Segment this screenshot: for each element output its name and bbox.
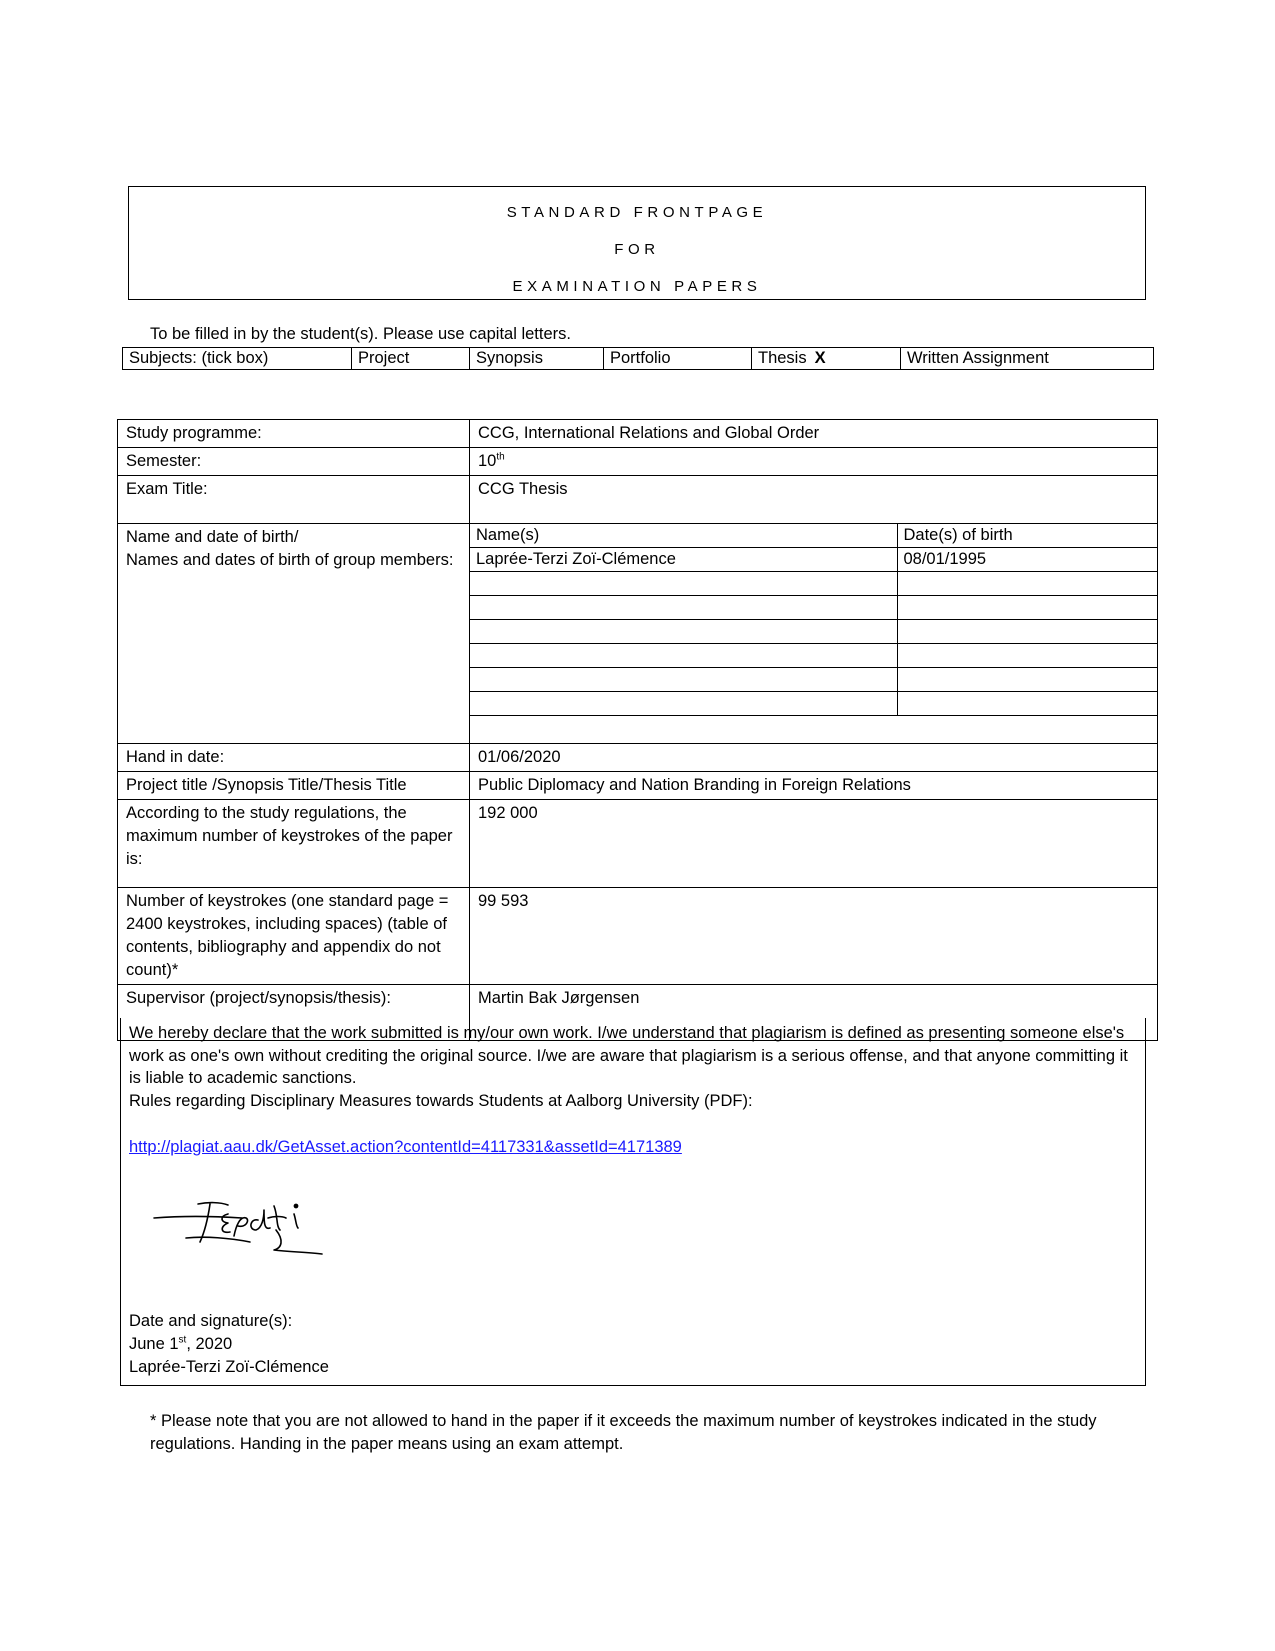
- max-keystrokes-label: According to the study regulations, the maximum number of keystrokes of the paper is:: [118, 800, 470, 888]
- instructions: To be filled in by the student(s). Please use capital letters.: [150, 325, 571, 343]
- footnote: * Please note that you are not allowed to hand in the paper if it exceeds the maximum number of keystrokes indicated in the study regulations. Handing in the paper means using an exam attempt.: [150, 1412, 1097, 1453]
- max-keystrokes-value[interactable]: 192 000: [470, 800, 1158, 888]
- names-label-line-1: Name and date of birth/: [126, 528, 299, 546]
- supervisor-value[interactable]: Martin Bak Jørgensen: [470, 985, 1158, 1041]
- names-table: [470, 524, 1157, 716]
- hand-in-value[interactable]: 01/06/2020: [470, 744, 1158, 772]
- subject-thesis-mark: X: [814, 349, 826, 367]
- date-signature-label: Date and signature(s):: [129, 1312, 293, 1331]
- member-name-field[interactable]: [470, 692, 897, 716]
- subject-thesis-label: Thesis: [758, 349, 807, 367]
- exam-title-value[interactable]: CCG Thesis: [470, 476, 1158, 524]
- form-table: [117, 419, 1158, 1041]
- member-dob-field[interactable]: 08/01/1995: [897, 548, 1157, 572]
- member-name-field[interactable]: [470, 596, 897, 620]
- header-box: [128, 186, 1146, 300]
- subjects-table: [122, 347, 1154, 370]
- declaration-text: We hereby declare that the work submitted is my/our own work. I/we understand that plagiarism is defined as presenting someone else's work as one's own without crediting the original source. I/we are aware that plagiarism is a serious offense, and that anyone committing it is liable to academic sanctions.: [129, 1024, 1128, 1088]
- member-dob-field[interactable]: [897, 572, 1157, 596]
- semester-suffix: th: [496, 451, 505, 463]
- exam-title-label: Exam Title:: [118, 476, 470, 524]
- semester-label: Semester:: [118, 448, 470, 476]
- study-programme-value[interactable]: CCG, International Relations and Global Order: [470, 420, 1158, 448]
- supervisor-label: Supervisor (project/synopsis/thesis):: [118, 985, 470, 1041]
- names-header: Name(s): [470, 524, 897, 548]
- subject-thesis-box[interactable]: [752, 348, 901, 370]
- subject-synopsis-box[interactable]: [470, 348, 604, 370]
- member-name-field[interactable]: [470, 620, 897, 644]
- subject-written-assignment-box[interactable]: [901, 348, 1154, 370]
- subject-synopsis-label: Synopsis: [476, 349, 543, 367]
- hand-in-label: Hand in date:: [118, 744, 470, 772]
- member-dob-field[interactable]: [897, 620, 1157, 644]
- rules-text: Rules regarding Disciplinary Measures towards Students at Aalborg University (PDF):: [129, 1092, 753, 1111]
- member-dob-field[interactable]: [897, 644, 1157, 668]
- member-name-field[interactable]: Laprée-Terzi Zoï-Clémence: [470, 548, 897, 572]
- header-line-1: STANDARD FRONTPAGE: [506, 204, 768, 221]
- member-dob-field[interactable]: [897, 596, 1157, 620]
- subject-portfolio-box[interactable]: [604, 348, 752, 370]
- subject-project-label: Project: [358, 349, 410, 367]
- names-label: [118, 524, 470, 744]
- keystrokes-label: Number of keystrokes (one standard page = 2400 keystrokes, including spaces) (table of contents, bibliography and appendix do not count)*: [118, 888, 470, 985]
- subject-written-assignment-label: Written Assignment: [907, 349, 1049, 367]
- member-dob-field[interactable]: [897, 692, 1157, 716]
- plagiarism-link[interactable]: http://plagiat.aau.dk/GetAsset.action?contentId=4117331&assetId=4171389: [129, 1137, 682, 1156]
- subject-project-box[interactable]: [352, 348, 470, 370]
- member-name-field[interactable]: [470, 572, 897, 596]
- subject-portfolio-label: Portfolio: [610, 349, 671, 367]
- semester-value: 10: [478, 452, 497, 470]
- subjects-label: Subjects: (tick box): [123, 348, 352, 370]
- member-name-field[interactable]: [470, 644, 897, 668]
- project-title-value[interactable]: Public Diplomacy and Nation Branding in Foreign Relations: [470, 772, 1158, 800]
- signer-name: Laprée-Terzi Zoï-Clémence: [129, 1357, 329, 1376]
- signature-date-suffix: st: [178, 1334, 187, 1346]
- study-programme-label: Study programme:: [118, 420, 470, 448]
- names-cell: [470, 524, 1158, 744]
- member-name-field[interactable]: [470, 668, 897, 692]
- handwritten-signature: [150, 1196, 340, 1266]
- names-label-line-2: Names and dates of birth of group members:: [126, 551, 454, 569]
- member-dob-field[interactable]: [897, 668, 1157, 692]
- signature-date-year: , 2020: [186, 1334, 233, 1353]
- signature-date-day: June 1: [129, 1334, 179, 1353]
- header-line-3: EXAMINATION PAPERS: [512, 278, 762, 295]
- header-line-2: FOR: [614, 241, 660, 258]
- keystrokes-value[interactable]: 99 593: [470, 888, 1158, 985]
- dob-header: Date(s) of birth: [897, 524, 1157, 548]
- signature-date: [129, 1333, 1137, 1356]
- semester-field[interactable]: [470, 448, 1158, 476]
- project-title-label: Project title /Synopsis Title/Thesis Title: [118, 772, 470, 800]
